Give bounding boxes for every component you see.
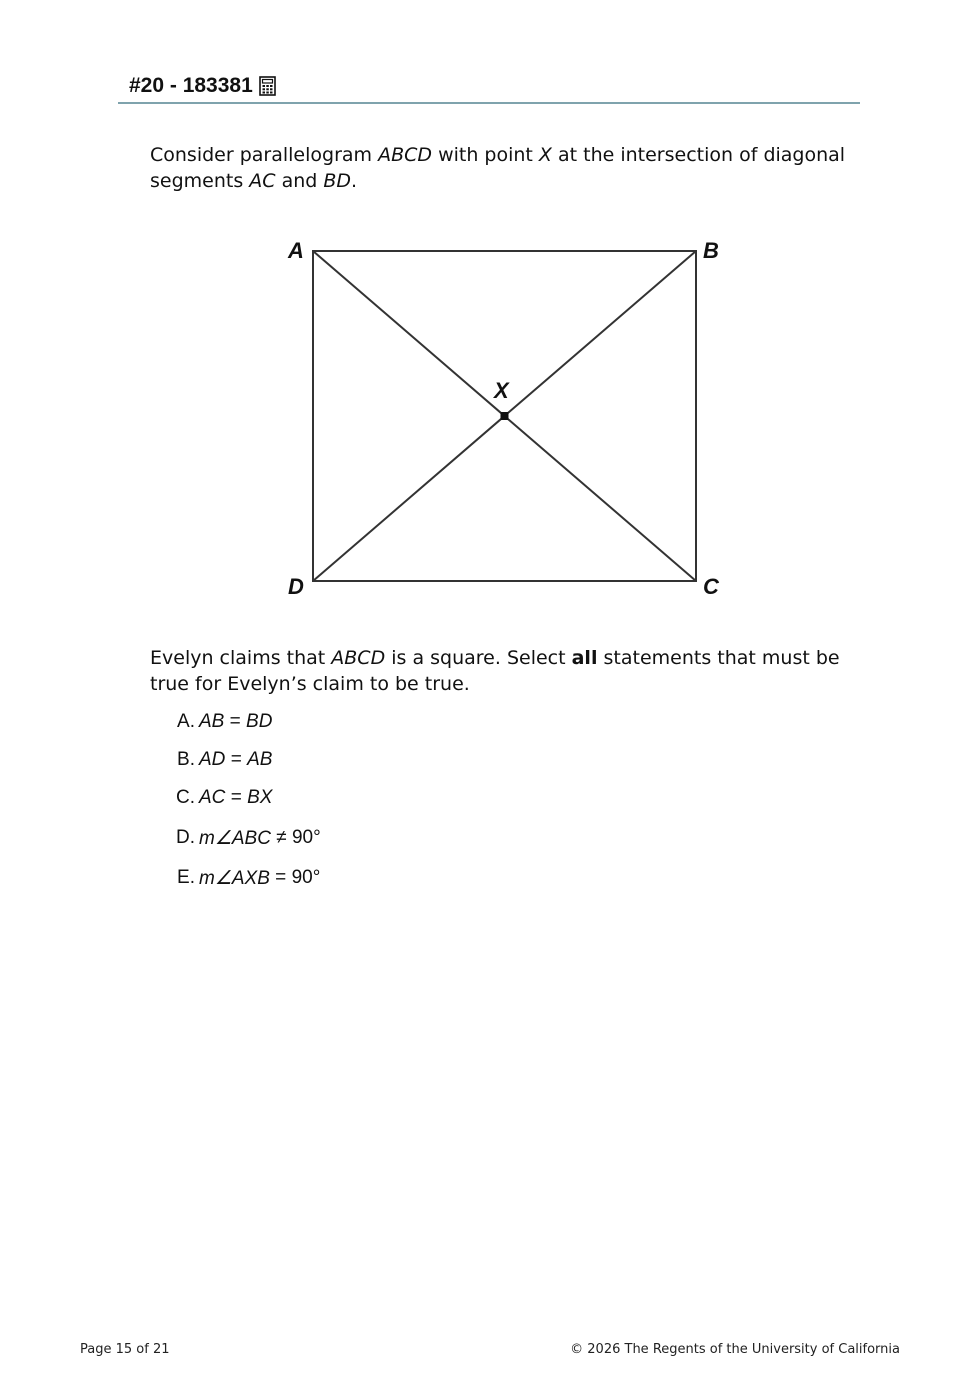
math-bd: BD [323,170,352,192]
option-letter: A. [177,711,195,732]
option-rhs: 90° [291,827,321,848]
option-lhs: m∠ABC [199,827,271,849]
problem-statement [150,142,860,194]
question-prompt [150,645,860,697]
option-rhs: BD [246,711,273,732]
copyright: © 2026 The Regents of the University of California [570,1342,900,1357]
option-lhs: AC [199,787,226,808]
prompt-text: statements that must be true for Evelyn’s claim to be true. [150,647,840,695]
math-x: X [538,144,552,166]
prompt-text: is a square. Select [385,647,572,669]
question-id [129,74,276,98]
question-title: #20 - 183381 [129,74,253,97]
option-letter: D. [176,827,195,848]
math-abcd: ABCD [331,647,386,669]
option-letter: E. [177,867,195,888]
option-rhs: AB [247,749,273,770]
intro-text: . [351,170,358,192]
option-relation: = [230,749,242,770]
option-c[interactable] [150,784,272,812]
emphasis-all: all [571,647,598,669]
intro-text: at the intersection of diagonal segments [150,144,846,192]
vertex-label-c: C [703,574,719,599]
option-b[interactable] [150,746,272,774]
prompt-text: Evelyn claims that [150,647,332,669]
option-relation: ≠ [276,827,287,848]
intro-text: with point [432,144,539,166]
option-relation: = [230,787,242,808]
point-label-x: X [494,378,509,403]
intro-text: Consider parallelogram [150,144,379,166]
option-a[interactable] [150,708,272,736]
intro-text: and [275,170,324,192]
option-letter: B. [177,749,195,770]
option-lhs: AB [199,711,225,732]
option-rhs: 90° [291,867,321,888]
vertex-label-b: B [703,238,719,263]
vertex-label-a: A [288,238,304,263]
option-relation: = [275,867,287,888]
vertex-label-d: D [288,574,304,599]
option-e[interactable] [150,864,320,892]
page-number: Page 15 of 21 [80,1342,170,1357]
question-header [118,74,860,104]
option-relation: = [229,711,241,732]
option-lhs: m∠AXB [199,867,270,889]
option-lhs: AD [199,749,226,770]
math-ac: AC [249,170,276,192]
option-d[interactable] [150,824,321,852]
point-x [501,412,509,420]
calculator-icon[interactable] [259,76,276,96]
math-abcd: ABCD [378,144,433,166]
parallelogram-figure [282,234,732,604]
option-letter: C. [176,787,195,808]
option-rhs: BX [247,787,273,808]
